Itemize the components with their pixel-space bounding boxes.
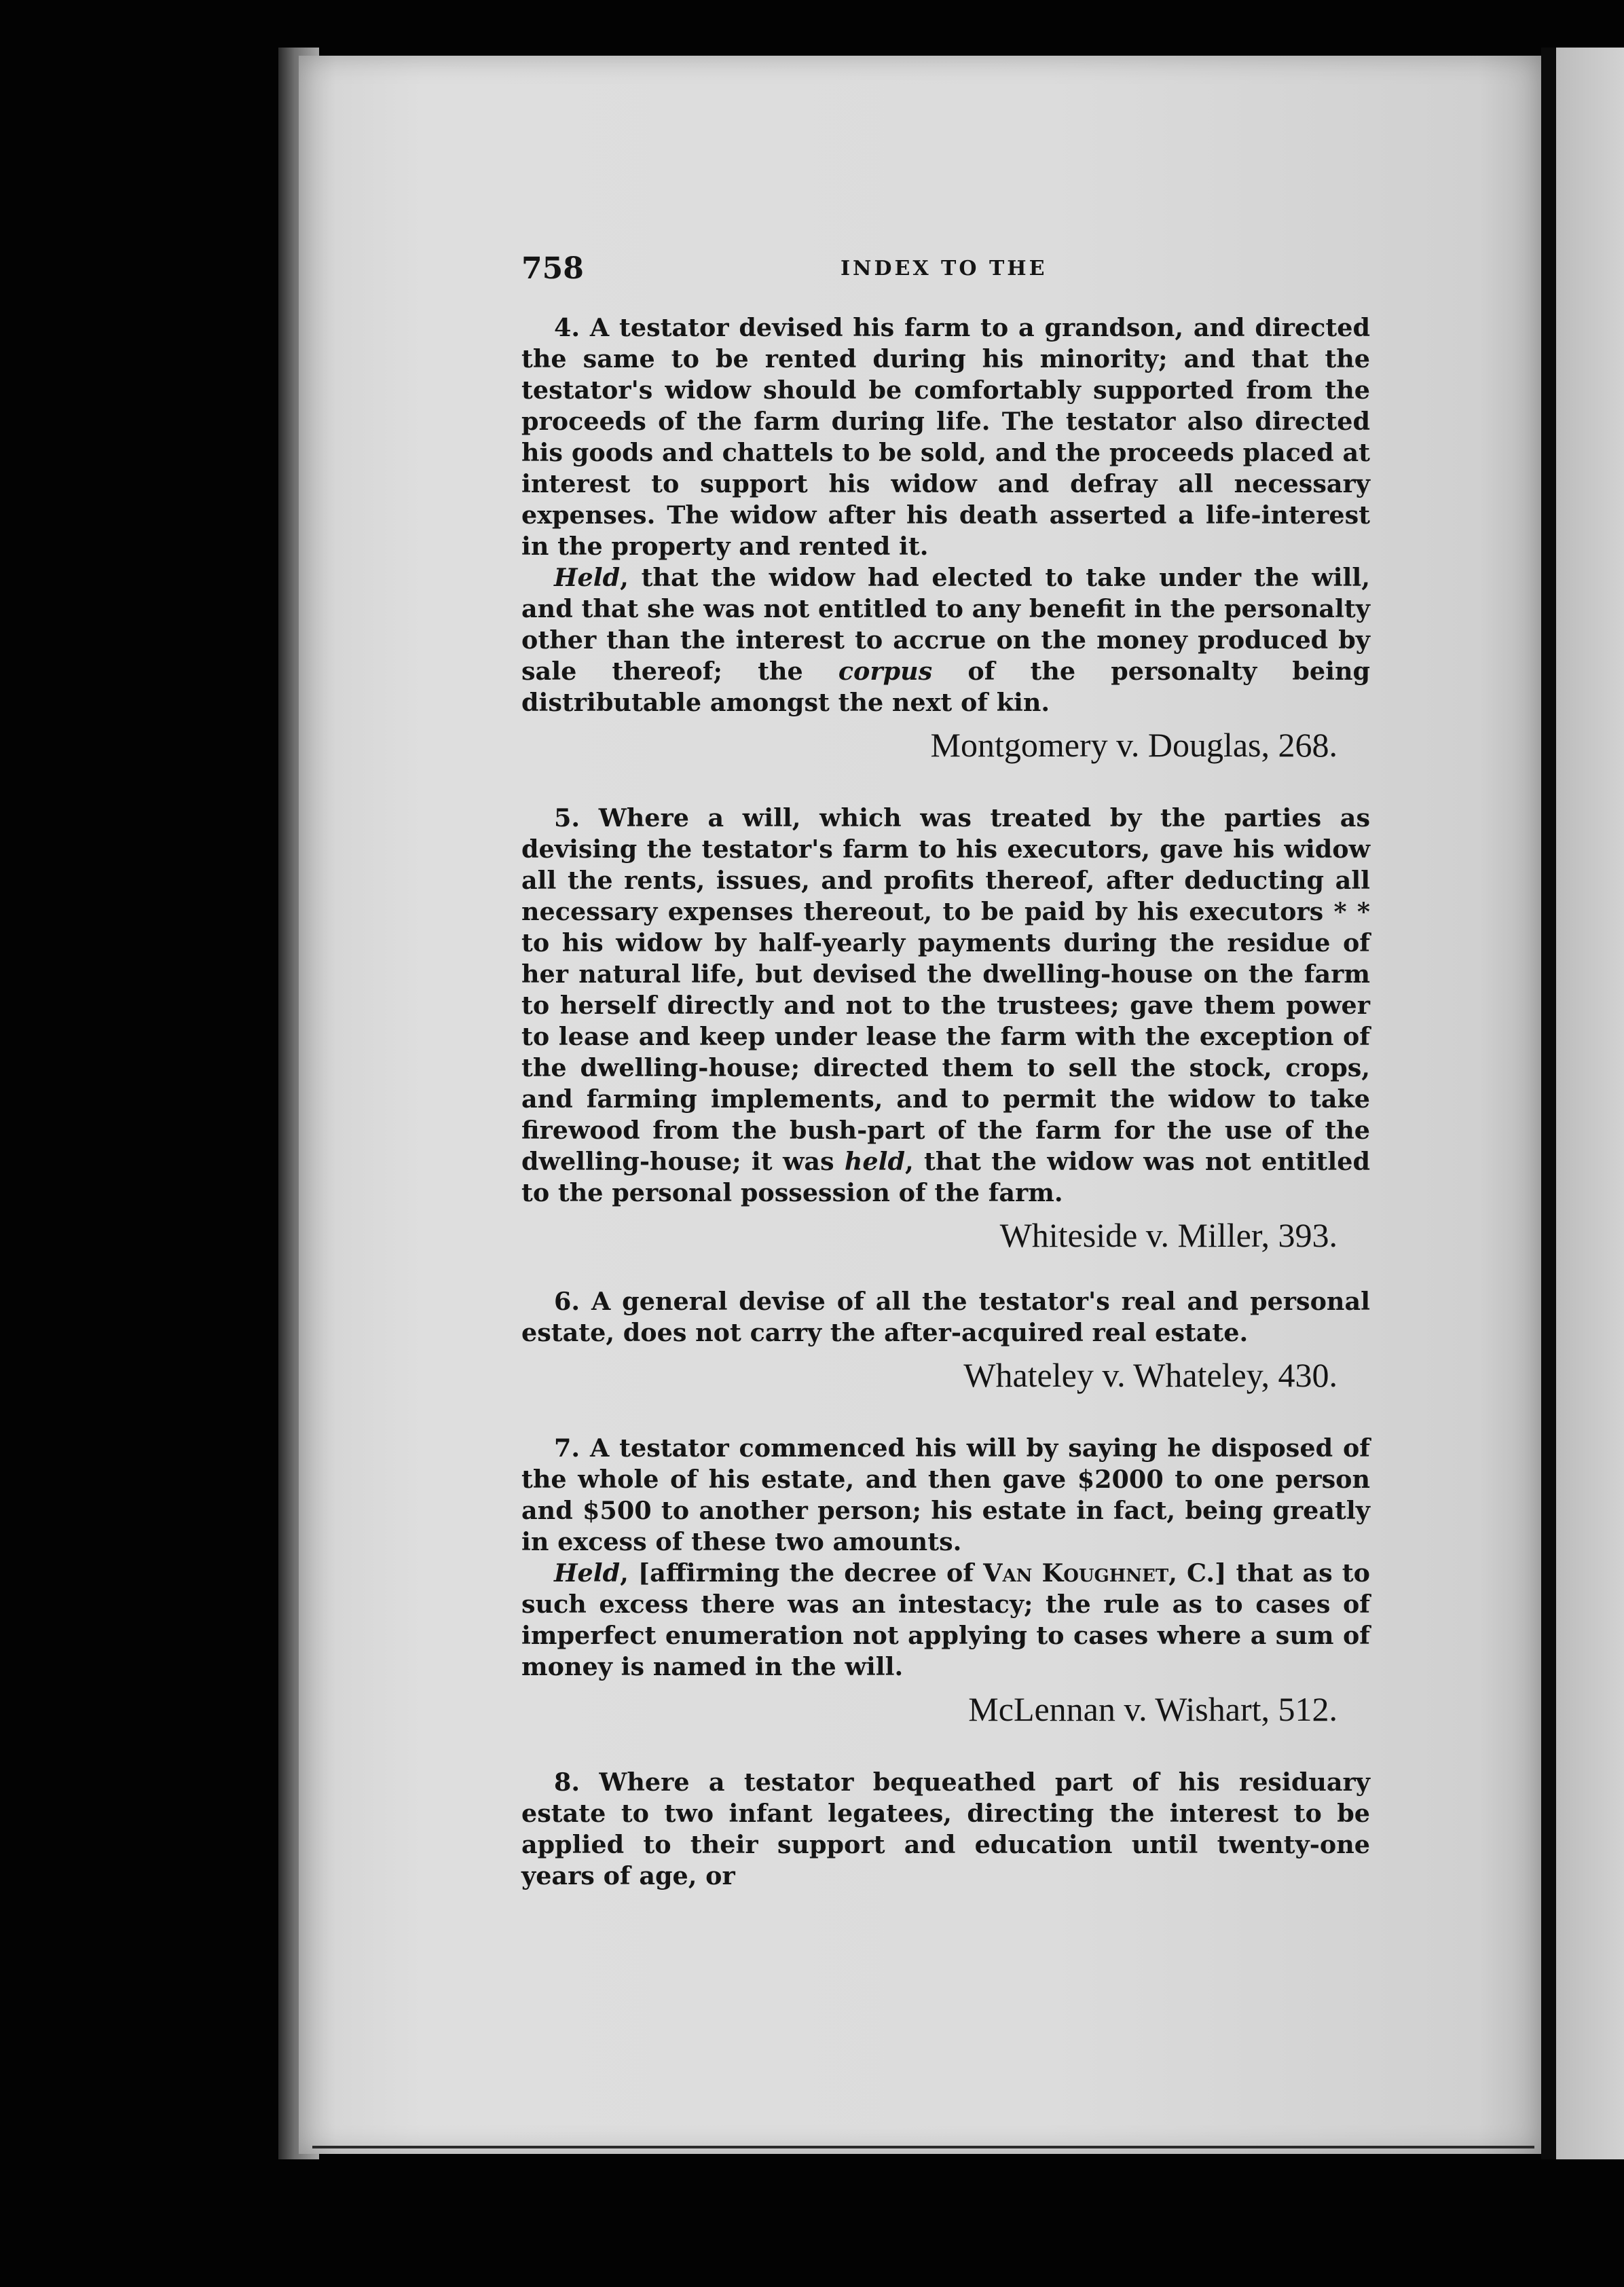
entry-4-paragraph: 4. A testator devised his farm to a grandson, and directed the same to be rented during his minority; and that the testator's widow should be comfortably supported from the proceeds of the farm during life. The testator also directed his goods and chattels to be sold, and the proceeds placed at interest to support his widow and defray all necessary expenses. The widow after his death asserted a life-interest in the property and rented it.	[521, 313, 1370, 561]
running-title: INDEX TO THE	[841, 257, 1048, 280]
facing-page-edge	[1556, 48, 1624, 2159]
page-number: 758	[521, 251, 584, 286]
case-citation: Whateley v. Whateley, 430.	[963, 1356, 1337, 1394]
case-citation: McLennan v. Wishart, 512.	[968, 1690, 1337, 1728]
held-word: Held	[554, 1558, 621, 1588]
entry-6-paragraph: 6. A general devise of all the testator's real and personal estate, does not carry the after-acquired real estate.	[521, 1287, 1370, 1347]
judge-name: Van Koughnet, C.	[983, 1558, 1215, 1588]
entry-8-paragraph: 8. Where a testator bequeathed part of his residuary estate to two infant legatees, directing the interest to be applied to their support and education until twenty-one years of age, or	[521, 1768, 1370, 1890]
page-edge-shadow	[1541, 48, 1556, 2159]
entry-7-paragraph: 7. A testator commenced his will by saying he disposed of the whole of his estate, and then gave $2000 to one person and $500 to another person; his estate in fact, being greatly in excess of these two amounts.	[521, 1433, 1370, 1556]
entry-7-holding: Held, [affirming the decree of Van Koughnet, C.] that as to such excess there was an intestacy; the rule as to cases of imperfect enumeration not applying to cases where a sum of money is named in the will.	[521, 1558, 1371, 1681]
case-citation: Montgomery v. Douglas, 268.	[930, 726, 1337, 764]
page-text	[521, 251, 1370, 1892]
running-head	[521, 251, 1370, 299]
page-bottom-edge	[312, 2146, 1534, 2148]
entry-5-paragraph: 5. Where a will, which was treated by the parties as devising the testator's farm to his executors, gave his widow all the rents, issues, and profits thereof, after deducting all necessary expenses thereout, to be paid by his executors * * to his widow by half-yearly payments during the residue of her natural life, but devised the dwelling-house on the farm to herself directly and not to the trustees; gave them power to lease and keep under lease the farm with the exception of the dwelling-house; directed them to sell the stock, crops, and farming implements, and to permit the widow to take firewood from the bush-part of the farm for the use of the dwelling-house; it was held, that the widow was not entitled to the personal possession of the farm.	[521, 803, 1370, 1207]
case-citation: Whiteside v. Miller, 393.	[999, 1216, 1337, 1254]
held-word: held	[844, 1147, 906, 1176]
entry-4-holding: Held, that the widow had elected to take under the will, and that she was not entitled to any benefit in the personalty other than the interest to accrue on the money produced by sale thereof; the corpus of the personalty being distributable amongst the next of kin.	[521, 563, 1371, 717]
held-word: Held	[554, 563, 621, 592]
corpus-word: corpus	[838, 657, 933, 686]
